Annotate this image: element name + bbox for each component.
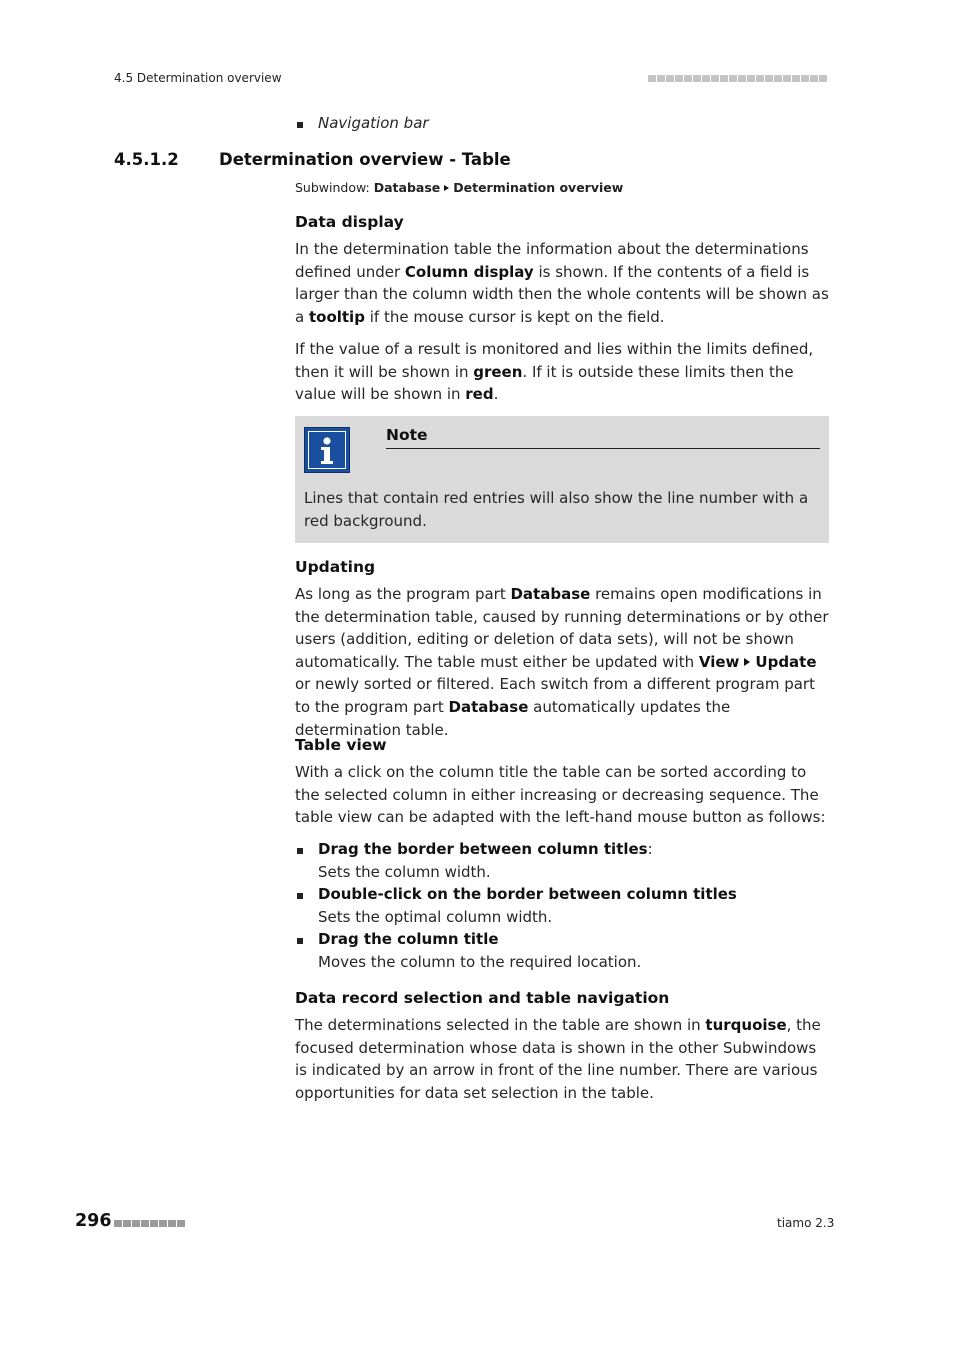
note-divider xyxy=(386,448,820,449)
selection-heading: Data record selection and table navigation xyxy=(295,989,670,1007)
updating-paragraph: As long as the program part Database remains open modifications in the determination table, caused by running determinations or by other users (addition, editing or deletion of data sets), will not be shown automatically. The table must either be updated with View Update or newly sorted or filtered. Each switch from a different program part to the program part Database automatically updates the determination table. xyxy=(295,585,829,739)
table-view-paragraph: With a click on the column title the table can be sorted according to the selected column in either increasing or decreasing sequence. The table view can be adapted with the left-hand mouse button as follows: xyxy=(295,763,826,827)
footer-decoration xyxy=(114,1220,185,1227)
running-header-section: 4.5 Determination overview xyxy=(114,71,282,85)
updating-heading: Updating xyxy=(295,558,376,576)
list-item: Drag the border between column titles: Sets the column width. xyxy=(318,840,653,881)
list-item: Drag the column title Moves the column to the required location. xyxy=(318,930,642,971)
subwindow-label: Subwindow: xyxy=(295,180,374,195)
header-decoration xyxy=(648,75,827,82)
bullet-marker xyxy=(297,938,303,944)
selection-paragraph: The determinations selected in the table are shown in turquoise, the focused determination whose data is shown in the other Subwindows is indicated by an arrow in front of the line number. There are various opportunities for data set selection in the table. xyxy=(295,1016,821,1102)
bullet-marker xyxy=(297,122,303,128)
data-display-heading: Data display xyxy=(295,213,404,231)
bullet-marker xyxy=(297,893,303,899)
info-icon xyxy=(304,427,350,473)
note-text: Lines that contain red entries will also show the line number with a red background. xyxy=(304,489,809,530)
subwindow-path-determination: Determination overview xyxy=(453,180,624,195)
product-name: tiamo 2.3 xyxy=(777,1216,835,1230)
section-title: Determination overview - Table xyxy=(219,150,511,169)
data-display-paragraph-1: In the determination table the information about the determinations defined under Column display is shown. If the contents of a field is larger than the column width then the whole contents will be shown as a tooltip if the mouse cursor is kept on the field. xyxy=(295,240,829,326)
data-display-paragraph-2: If the value of a result is monitored and lies within the limits defined, then it will be shown in green. If it is outside these limits then the value will be shown in red. xyxy=(295,340,814,404)
table-view-heading: Table view xyxy=(295,736,387,754)
section-number: 4.5.1.2 xyxy=(114,150,179,169)
triangle-right-icon xyxy=(444,185,449,191)
intro-bullet-text: Navigation bar xyxy=(318,114,429,132)
bullet-marker xyxy=(297,848,303,854)
page-number: 296 xyxy=(75,1211,112,1231)
note-title: Note xyxy=(386,426,428,444)
subwindow-path-database: Database xyxy=(373,180,441,195)
triangle-right-icon xyxy=(744,658,750,666)
subwindow-path xyxy=(295,180,623,195)
list-item: Double-click on the border between column titles Sets the optimal column width. xyxy=(318,885,737,926)
